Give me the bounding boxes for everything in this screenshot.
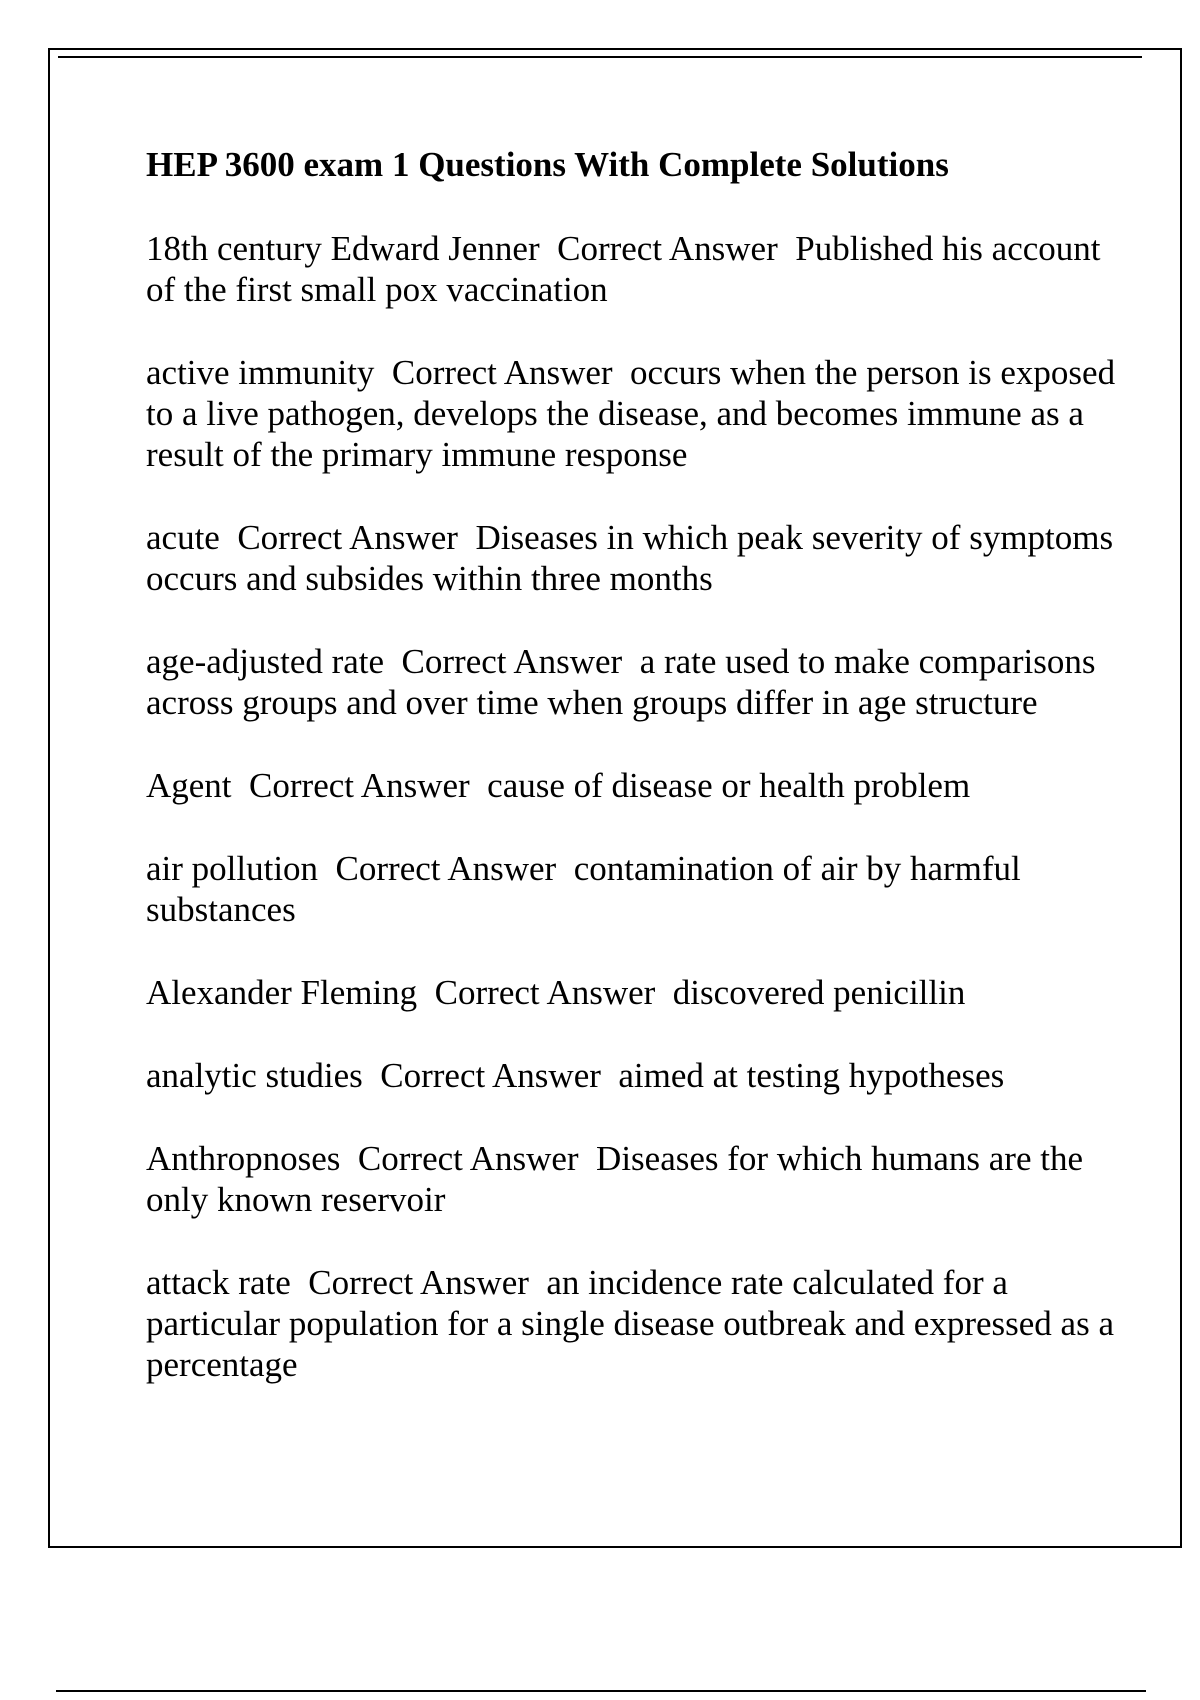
document-body bbox=[146, 144, 1136, 1427]
document-title: HEP 3600 exam 1 Questions With Complete Solutions bbox=[146, 145, 949, 184]
qa-item: attack rate Correct Answer an incidence rate calculated for a particular population for a single disease outbreak and expressed as a percentage bbox=[146, 1263, 1123, 1384]
qa-item: acute Correct Answer Diseases in which peak severity of symptoms occurs and subsides within three months bbox=[146, 518, 1122, 598]
qa-item: Agent Correct Answer cause of disease or health problem bbox=[146, 766, 971, 805]
qa-item: Alexander Fleming Correct Answer discovered penicillin bbox=[146, 973, 966, 1012]
qa-list bbox=[146, 228, 1136, 1385]
bottom-rule bbox=[56, 1690, 1146, 1692]
page-frame bbox=[48, 48, 1182, 1548]
qa-item: air pollution Correct Answer contamination of air by harmful substances bbox=[146, 849, 1030, 929]
qa-item: age-adjusted rate Correct Answer a rate used to make comparisons across groups and over time when groups differ in age structure bbox=[146, 642, 1105, 722]
qa-item: active immunity Correct Answer occurs when the person is exposed to a live pathogen, develops the disease, and becomes immune as a result of the primary immune response bbox=[146, 353, 1124, 474]
qa-item: analytic studies Correct Answer aimed at testing hypotheses bbox=[146, 1056, 1005, 1095]
qa-item: 18th century Edward Jenner Correct Answer Published his account of the first small pox vaccination bbox=[146, 229, 1110, 309]
top-rule bbox=[58, 56, 1142, 58]
qa-item: Anthropnoses Correct Answer Diseases for which humans are the only known reservoir bbox=[146, 1139, 1092, 1219]
